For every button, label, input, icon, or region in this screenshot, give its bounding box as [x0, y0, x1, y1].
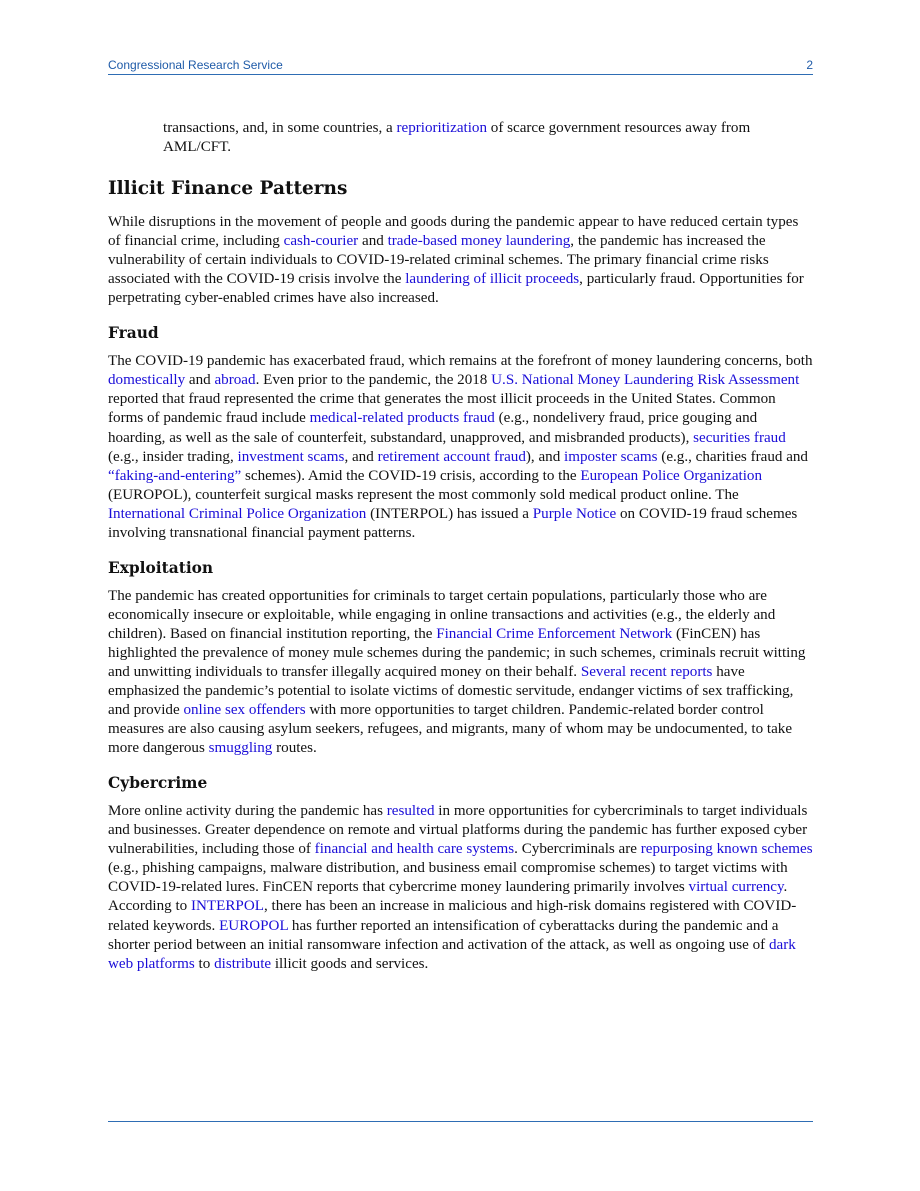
text-run: ), and	[525, 448, 565, 465]
heading-cybercrime: Cybercrime	[108, 774, 208, 793]
footer-rule	[108, 1121, 813, 1122]
link-dark-web-platforms[interactable]: dark web platforms	[108, 936, 796, 972]
link-cash-courier[interactable]: cash-courier	[283, 233, 359, 250]
text-run: and	[358, 233, 388, 250]
text-run: (e.g., nondelivery fraud, price gouging and hoarding, as well as the sale of counterfeit, substandard, unapproved, and misbranded products),	[108, 410, 758, 446]
text-run: . According to	[108, 879, 788, 915]
text-run: (EUROPOL), counterfeit surgical masks represent the most commonly sold medical product online. The	[108, 486, 739, 503]
intro-continuation-paragraph	[163, 119, 813, 157]
link-financial-and-health-care-systems[interactable]: financial and health care systems	[314, 841, 515, 858]
link-laundering-of-illicit-proceeds[interactable]: laundering of illicit proceeds	[405, 271, 580, 288]
link-investment-scams[interactable]: investment scams	[237, 448, 345, 465]
text-run: have emphasized the pandemic’s potential to isolate victims of domestic servitude, endanger victims of sex trafficking, and provide	[108, 663, 794, 719]
link-smuggling[interactable]: smuggling	[208, 740, 273, 757]
link-trade-based-money-laundering[interactable]: trade-based money laundering	[387, 233, 571, 250]
text-run: in more opportunities for cybercriminals to target individuals and businesses. Greater dependence on remote and virtual platforms during the pandemic has further exposed cyber vulnerabilities, including those of	[108, 803, 808, 858]
text-run: illicit goods and services.	[271, 955, 429, 972]
link-repurposing-known-schemes[interactable]: repurposing known schemes	[640, 841, 813, 858]
text-run: and	[185, 372, 215, 389]
text-run: on COVID-19 fraud schemes involving transnational financial payment patterns.	[108, 505, 798, 541]
link-interpol[interactable]: INTERPOL	[191, 898, 264, 915]
heading-illicit-finance-patterns: Illicit Finance Patterns	[108, 178, 348, 200]
text-run: (FinCEN) has highlighted the prevalence of money mule schemes during the pandemic; in such schemes, criminals recruit witting and unwitting individuals to transfer illegally acquired money on their behalf.	[108, 625, 806, 680]
text-run: (INTERPOL) has issued a	[366, 505, 533, 522]
illicit-finance-paragraph	[108, 213, 813, 308]
text-run: While disruptions in the movement of people and goods during the pandemic appear to have reduced certain types of financial crime, including	[108, 214, 799, 250]
header-page-number: 2	[806, 58, 813, 72]
text-run: , there has been an increase in malicious and high-risk domains registered with COVID-related keywords.	[108, 898, 797, 934]
text-run: The COVID-19 pandemic has exacerbated fraud, which remains at the forefront of money laundering concerns, both	[108, 353, 813, 370]
link-virtual-currency[interactable]: virtual currency	[688, 879, 784, 896]
text-run: (e.g., insider trading,	[108, 448, 238, 465]
link-purple-notice[interactable]: Purple Notice	[532, 505, 617, 522]
text-run: , particularly fraud. Opportunities for perpetrating cyber-enabled crimes have also increased.	[108, 271, 804, 307]
link-distribute[interactable]: distribute	[214, 955, 272, 972]
text-run: , the pandemic has increased the vulnerability of certain individuals to COVID-19-related criminal schemes. The primary financial crime risks associated with the COVID-19 crisis involve the	[108, 233, 769, 288]
link-imposter-scams[interactable]: imposter scams	[564, 448, 658, 465]
link-retirement-account-fraud[interactable]: retirement account fraud	[377, 448, 526, 465]
heading-fraud: Fraud	[108, 324, 159, 343]
page-header	[108, 56, 813, 75]
link-financial-crime-enforcement-network[interactable]: Financial Crime Enforcement Network	[436, 625, 673, 642]
text-run: (e.g., charities fraud and	[657, 448, 808, 465]
link-several-recent-reports[interactable]: Several recent reports	[580, 663, 713, 680]
text-run: of scarce government resources away from AML/CFT.	[163, 120, 751, 156]
text-run: . Even prior to the pandemic, the 2018	[255, 372, 492, 389]
cybercrime-paragraph	[108, 802, 813, 973]
link-medical-related-products-fraud[interactable]: medical-related products fraud	[309, 410, 495, 427]
heading-exploitation: Exploitation	[108, 558, 214, 577]
link-europol[interactable]: EUROPOL	[219, 917, 289, 934]
text-run: , and	[344, 448, 378, 465]
link-abroad[interactable]: abroad	[214, 372, 256, 389]
exploitation-paragraph	[108, 587, 813, 758]
text-run: . Cybercriminals are	[514, 841, 641, 858]
text-run: The pandemic has created opportunities for criminals to target certain populations, particularly those who are economically insecure or exploitable, while engaging in online transactions and activities (e.g., the elderly and children). Based on financial institution reporting, the	[108, 587, 776, 642]
link-international-criminal-police-organization[interactable]: International Criminal Police Organization	[108, 505, 367, 522]
text-run: has further reported an intensification of cyberattacks during the pandemic and a shorter period between an initial ransomware infection and activation of the attack, as well as ongoing use of	[108, 917, 779, 953]
link-reprioritization[interactable]: reprioritization	[396, 120, 488, 136]
fraud-paragraph	[108, 352, 813, 542]
link-national-money-laundering-risk-assessment[interactable]: U.S. National Money Laundering Risk Assessment	[491, 372, 800, 389]
text-run: transactions, and, in some countries, a	[163, 120, 397, 136]
link-faking-and-entering[interactable]: “faking-and-entering”	[108, 467, 242, 484]
link-resulted[interactable]: resulted	[386, 803, 435, 820]
text-run: to	[194, 955, 215, 972]
link-domestically[interactable]: domestically	[108, 372, 186, 389]
header-org-name: Congressional Research Service	[108, 58, 283, 72]
text-run: More online activity during the pandemic has	[108, 803, 387, 820]
text-run: (e.g., phishing campaigns, malware distribution, and business email compromise schemes) to target victims with COVID-19-related lures. FinCEN reports that cybercrime money laundering primarily involves	[108, 860, 788, 896]
text-run: reported that fraud represented the crime that generates the most illicit proceeds in the United States. Common forms of pandemic fraud include	[108, 391, 776, 427]
text-run: schemes). Amid the COVID-19 crisis, according to the	[241, 467, 581, 484]
link-european-police-organization[interactable]: European Police Organization	[580, 467, 763, 484]
link-online-sex-offenders[interactable]: online sex offenders	[183, 702, 306, 719]
link-securities-fraud[interactable]: securities fraud	[693, 429, 786, 446]
text-run: routes.	[272, 740, 317, 757]
document-body	[108, 119, 813, 986]
text-run: with more opportunities to target children. Pandemic-related border control measures are also causing asylum seekers, refugees, and migrants, many of whom may be undocumented, to take more dangerous	[108, 702, 793, 757]
